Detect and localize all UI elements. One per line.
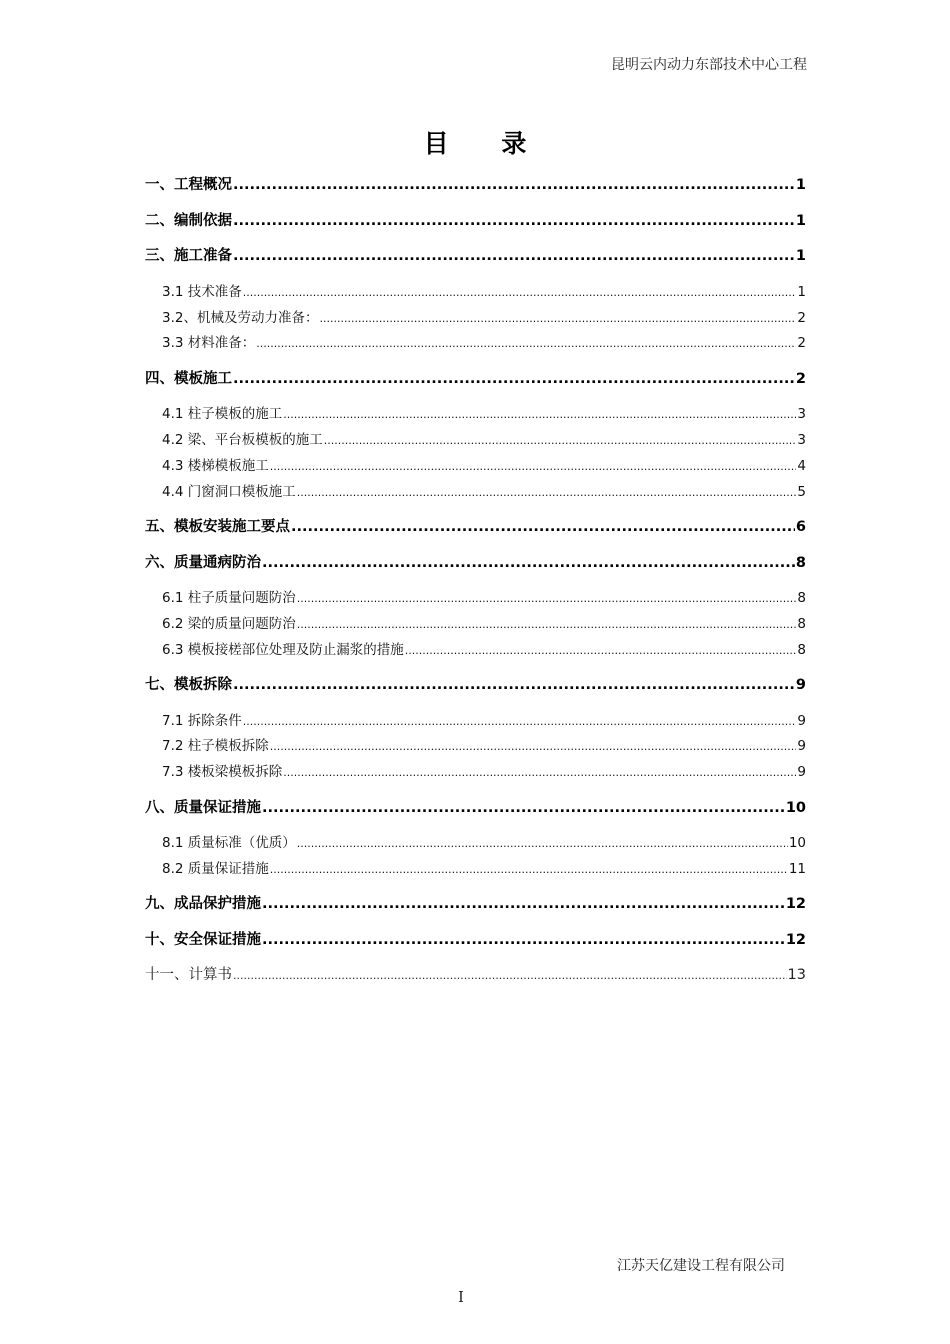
toc-entry[interactable] (145, 453, 806, 475)
toc-entry[interactable] (145, 891, 806, 913)
toc-entry-page: 6 (795, 519, 806, 535)
toc-leader-dots (283, 405, 796, 423)
toc-entry[interactable] (145, 279, 806, 301)
toc-entry[interactable] (145, 585, 806, 607)
toc-entry-label: 3.3 材料准备： (162, 335, 256, 351)
toc-entry-label: 三、施工准备 (145, 248, 232, 264)
toc-entry-page: 4 (797, 458, 806, 474)
toc-entry[interactable] (145, 672, 806, 694)
toc-entry-page: 8 (797, 642, 806, 658)
toc-leader-dots (270, 737, 797, 755)
toc-entry[interactable] (145, 366, 806, 388)
toc-entry-label: 3.2、机械及劳动力准备： (162, 310, 319, 326)
toc-entry-page: 8 (795, 555, 806, 571)
toc-entry-label: 6.3 模板接槎部位处理及防止漏浆的措施 (162, 642, 404, 658)
toc-entry-page: 10 (788, 835, 806, 851)
toc-entry-page: 9 (797, 764, 806, 780)
toc-leader-dots (319, 309, 796, 327)
toc-leader-dots (233, 966, 787, 984)
toc-entry-label: 8.2 质量保证措施 (162, 861, 269, 877)
toc-entry-label: 四、模板施工 (145, 371, 232, 387)
toc-entry[interactable] (145, 479, 806, 501)
toc-leader-dots (270, 860, 788, 878)
toc-entry-page: 12 (785, 932, 806, 948)
toc-entry-page: 1 (795, 213, 806, 229)
toc-entry[interactable] (145, 962, 806, 984)
toc-leader-dots (270, 457, 797, 475)
toc-entry-label: 九、成品保护措施 (145, 896, 261, 912)
toc-leader-dots (233, 176, 795, 194)
toc-leader-dots (262, 931, 785, 949)
toc-entry-label: 8.1 质量标准（优质） (162, 835, 296, 851)
toc-entry-page: 13 (787, 967, 806, 983)
toc-entry[interactable] (145, 550, 806, 572)
toc-entry[interactable] (145, 708, 806, 730)
toc-leader-dots (243, 283, 797, 301)
toc-leader-dots (262, 799, 785, 817)
toc-entry-page: 5 (797, 484, 806, 500)
toc-leader-dots (324, 431, 797, 449)
toc-entry-page: 8 (797, 590, 806, 606)
toc-entry-label: 二、编制依据 (145, 213, 232, 229)
toc-entry-page: 1 (795, 248, 806, 264)
toc-entry[interactable] (145, 795, 806, 817)
toc-entry-label: 4.3 楼梯模板施工 (162, 458, 269, 474)
toc-entry-label: 五、模板安装施工要点 (145, 519, 290, 535)
footer-company-name: 江苏天亿建设工程有限公司 (617, 1258, 785, 1274)
page-number: I (458, 1288, 464, 1306)
toc-leader-dots (297, 834, 788, 852)
toc-entry-label: 十一、计算书 (145, 967, 232, 983)
toc-entry-label: 4.1 柱子模板的施工 (162, 406, 283, 422)
toc-entry-page: 9 (797, 738, 806, 754)
toc-entry-page: 1 (797, 284, 806, 300)
toc-entry-label: 一、工程概况 (145, 177, 232, 193)
toc-entry-page: 11 (788, 861, 806, 877)
toc-leader-dots (256, 334, 796, 352)
toc-entry[interactable] (145, 243, 806, 265)
toc-entry-page: 2 (795, 371, 806, 387)
toc-leader-dots (297, 589, 797, 607)
toc-leader-dots (262, 554, 795, 572)
toc-entry-label: 十、安全保证措施 (145, 932, 261, 948)
toc-leader-dots (297, 483, 797, 501)
toc-entry-label: 7.3 楼板梁模板拆除 (162, 764, 283, 780)
toc-entry-page: 2 (797, 335, 806, 351)
toc-leader-dots (262, 895, 785, 913)
toc-entry[interactable] (145, 305, 806, 327)
toc-leader-dots (243, 712, 797, 730)
toc-leader-dots (233, 370, 795, 388)
toc-leader-dots (233, 247, 795, 265)
toc-entry[interactable] (145, 759, 806, 781)
toc-entry[interactable] (145, 733, 806, 755)
toc-entry-label: 7.2 柱子模板拆除 (162, 738, 269, 754)
toc-leader-dots (405, 641, 797, 659)
toc-entry-page: 9 (797, 713, 806, 729)
toc-entry[interactable] (145, 830, 806, 852)
toc-entry-page: 2 (797, 310, 806, 326)
toc-leader-dots (283, 763, 796, 781)
toc-entry[interactable] (145, 514, 806, 536)
toc-entry[interactable] (145, 172, 806, 194)
toc-leader-dots (297, 615, 797, 633)
toc-entry[interactable] (145, 637, 806, 659)
toc-entry[interactable] (145, 927, 806, 949)
toc-entry-label: 7.1 拆除条件 (162, 713, 242, 729)
toc-entry-label: 6.1 柱子质量问题防治 (162, 590, 296, 606)
toc-entry-page: 10 (785, 800, 806, 816)
toc-leader-dots (233, 212, 795, 230)
toc-entry[interactable] (145, 330, 806, 352)
toc-entry-page: 12 (785, 896, 806, 912)
toc-entry-label: 3.1 技术准备 (162, 284, 242, 300)
toc-title: 目 录 (423, 129, 549, 158)
toc-entry-page: 3 (797, 406, 806, 422)
toc-entry-label: 6.2 梁的质量问题防治 (162, 616, 296, 632)
toc-entry-page: 1 (795, 177, 806, 193)
toc-entry-label: 六、质量通病防治 (145, 555, 261, 571)
toc-entry[interactable] (145, 856, 806, 878)
document-header: 昆明云内动力东部技术中心工程 (611, 57, 807, 73)
toc-entry[interactable] (145, 208, 806, 230)
toc-leader-dots (233, 676, 795, 694)
toc-entry[interactable] (145, 611, 806, 633)
toc-entry-label: 八、质量保证措施 (145, 800, 261, 816)
toc-entry-page: 8 (797, 616, 806, 632)
toc-entry[interactable] (145, 401, 806, 423)
toc-entry-label: 4.4 门窗洞口模板施工 (162, 484, 296, 500)
toc-entry-label: 4.2 梁、平台板模板的施工 (162, 432, 323, 448)
toc-entry-page: 9 (795, 677, 806, 693)
toc-entry-label: 七、模板拆除 (145, 677, 232, 693)
toc-leader-dots (291, 518, 795, 536)
toc-entry[interactable] (145, 427, 806, 449)
toc-entry-page: 3 (797, 432, 806, 448)
